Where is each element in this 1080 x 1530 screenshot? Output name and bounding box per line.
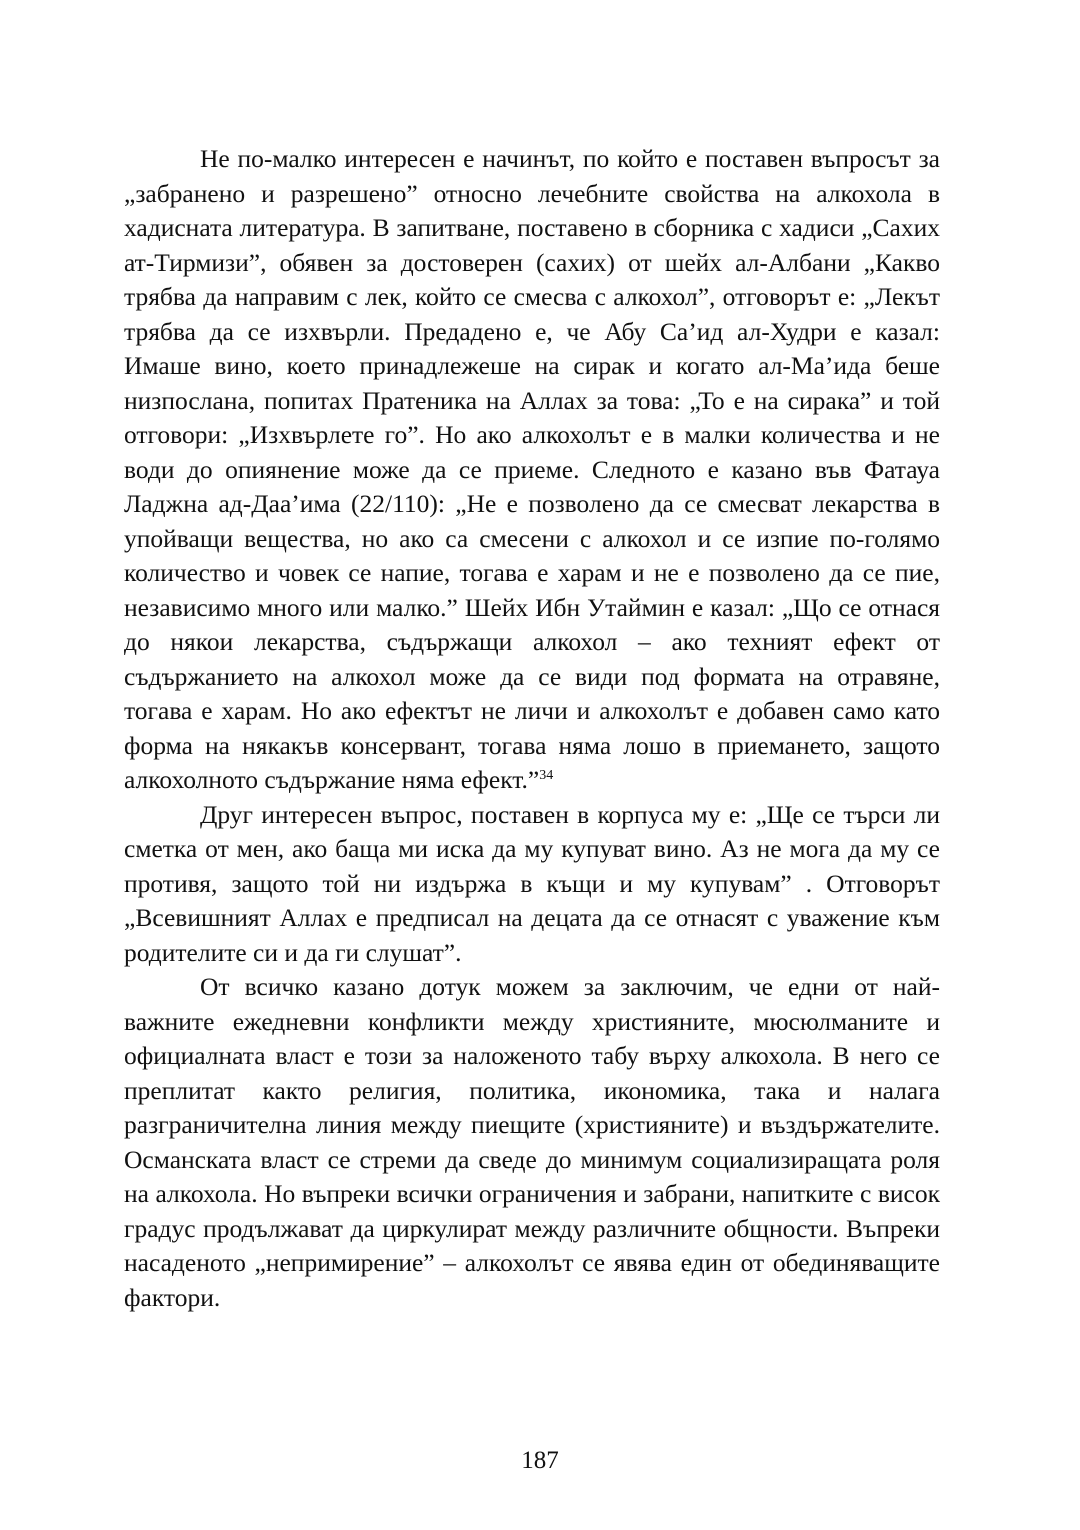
body-text (124, 142, 940, 1315)
paragraph-2-text: Друг интересен въпрос, поставен в корпуса му е: „Ще се търси ли сметка от мен, ако баща ми иска да му купуват вино. Аз не мога да му се противя, защото той ни издържа в къщи и му купувам” . Отговорът „Всевишният Аллах е предписал на децата да се отнасят с уважение към родителите си и да ги слушат”. (124, 799, 940, 967)
page-number: 187 (521, 1447, 559, 1474)
footnote-reference: 34 (539, 768, 554, 783)
paragraph-1-text: Не по-малко интересен е начинът, по който е поставен въпросът за „забранено и разрешено” относно лечебните свойства на алкохола в хадисната литература. В запитване, поставено в сборника с хадиси „Сахих ат-Тирмизи”, обявен за достоверен (сахих) от шейх ал-Албани „Какво трябва да направим с лек, който се смесва с алкохол”, отговорът е: „Лекът трябва да се изхвърли. Предадено е, че Абу Са’ид ал-Худри е казал: Имаше вино, което принадлежеше на сирак и когато ал-Ма’ида беше низпослана, попитах Пратеника на Аллах за това: „То е на сирака” и той отговори: „Изхвърлете го”. Но ако алкохолът е в малки количества и не води до опиянение може да се приеме. Следното е казано във Фатауа Ладжна ад-Даа’има (22/110): „Не е позволено да се смесват лекарства в упойващи вещества, но ако са смесени с алкохол и се изпие по-голямо количество и човек се напие, тогава е харам и не е позволено да се пие, независимо много или малко.” Шейх Ибн Утаймин е казал: „Що се отнася до някои лекарства, съдържащи алкохол – ако техният ефект от съдържанието на алкохол може да се види под формата на отравяне, тогава е харам. Но ако ефектът не личи и алкохолът е добавен само като форма на някакъв консервант, тогава няма лошо в приемането, защото алкохолното съдържание няма ефект.” (124, 144, 940, 794)
paragraph-1 (124, 142, 940, 798)
paragraph-3-text: От всичко казано дотук можем за заключим, че едни от най-важните ежедневни конфликти между християните, мюсюлманите и официалната власт е този за наложеното табу върху алкохола. В него се преплитат както религия, политика, икономика, така и налага разграничителна линия между пиещите (християните) и въздържателите. Османската власт се стреми да сведе до минимум социализиращата роля на алкохола. Но въпреки всички ограничения и забрани, напитките с висок градус продължават да циркулират между различните общности. Въпреки насаденото „непримирение” – алкохолът се явява един от обединяващите фактори. (124, 972, 940, 1312)
paragraph-2 (124, 798, 940, 971)
paragraph-3 (124, 970, 940, 1315)
